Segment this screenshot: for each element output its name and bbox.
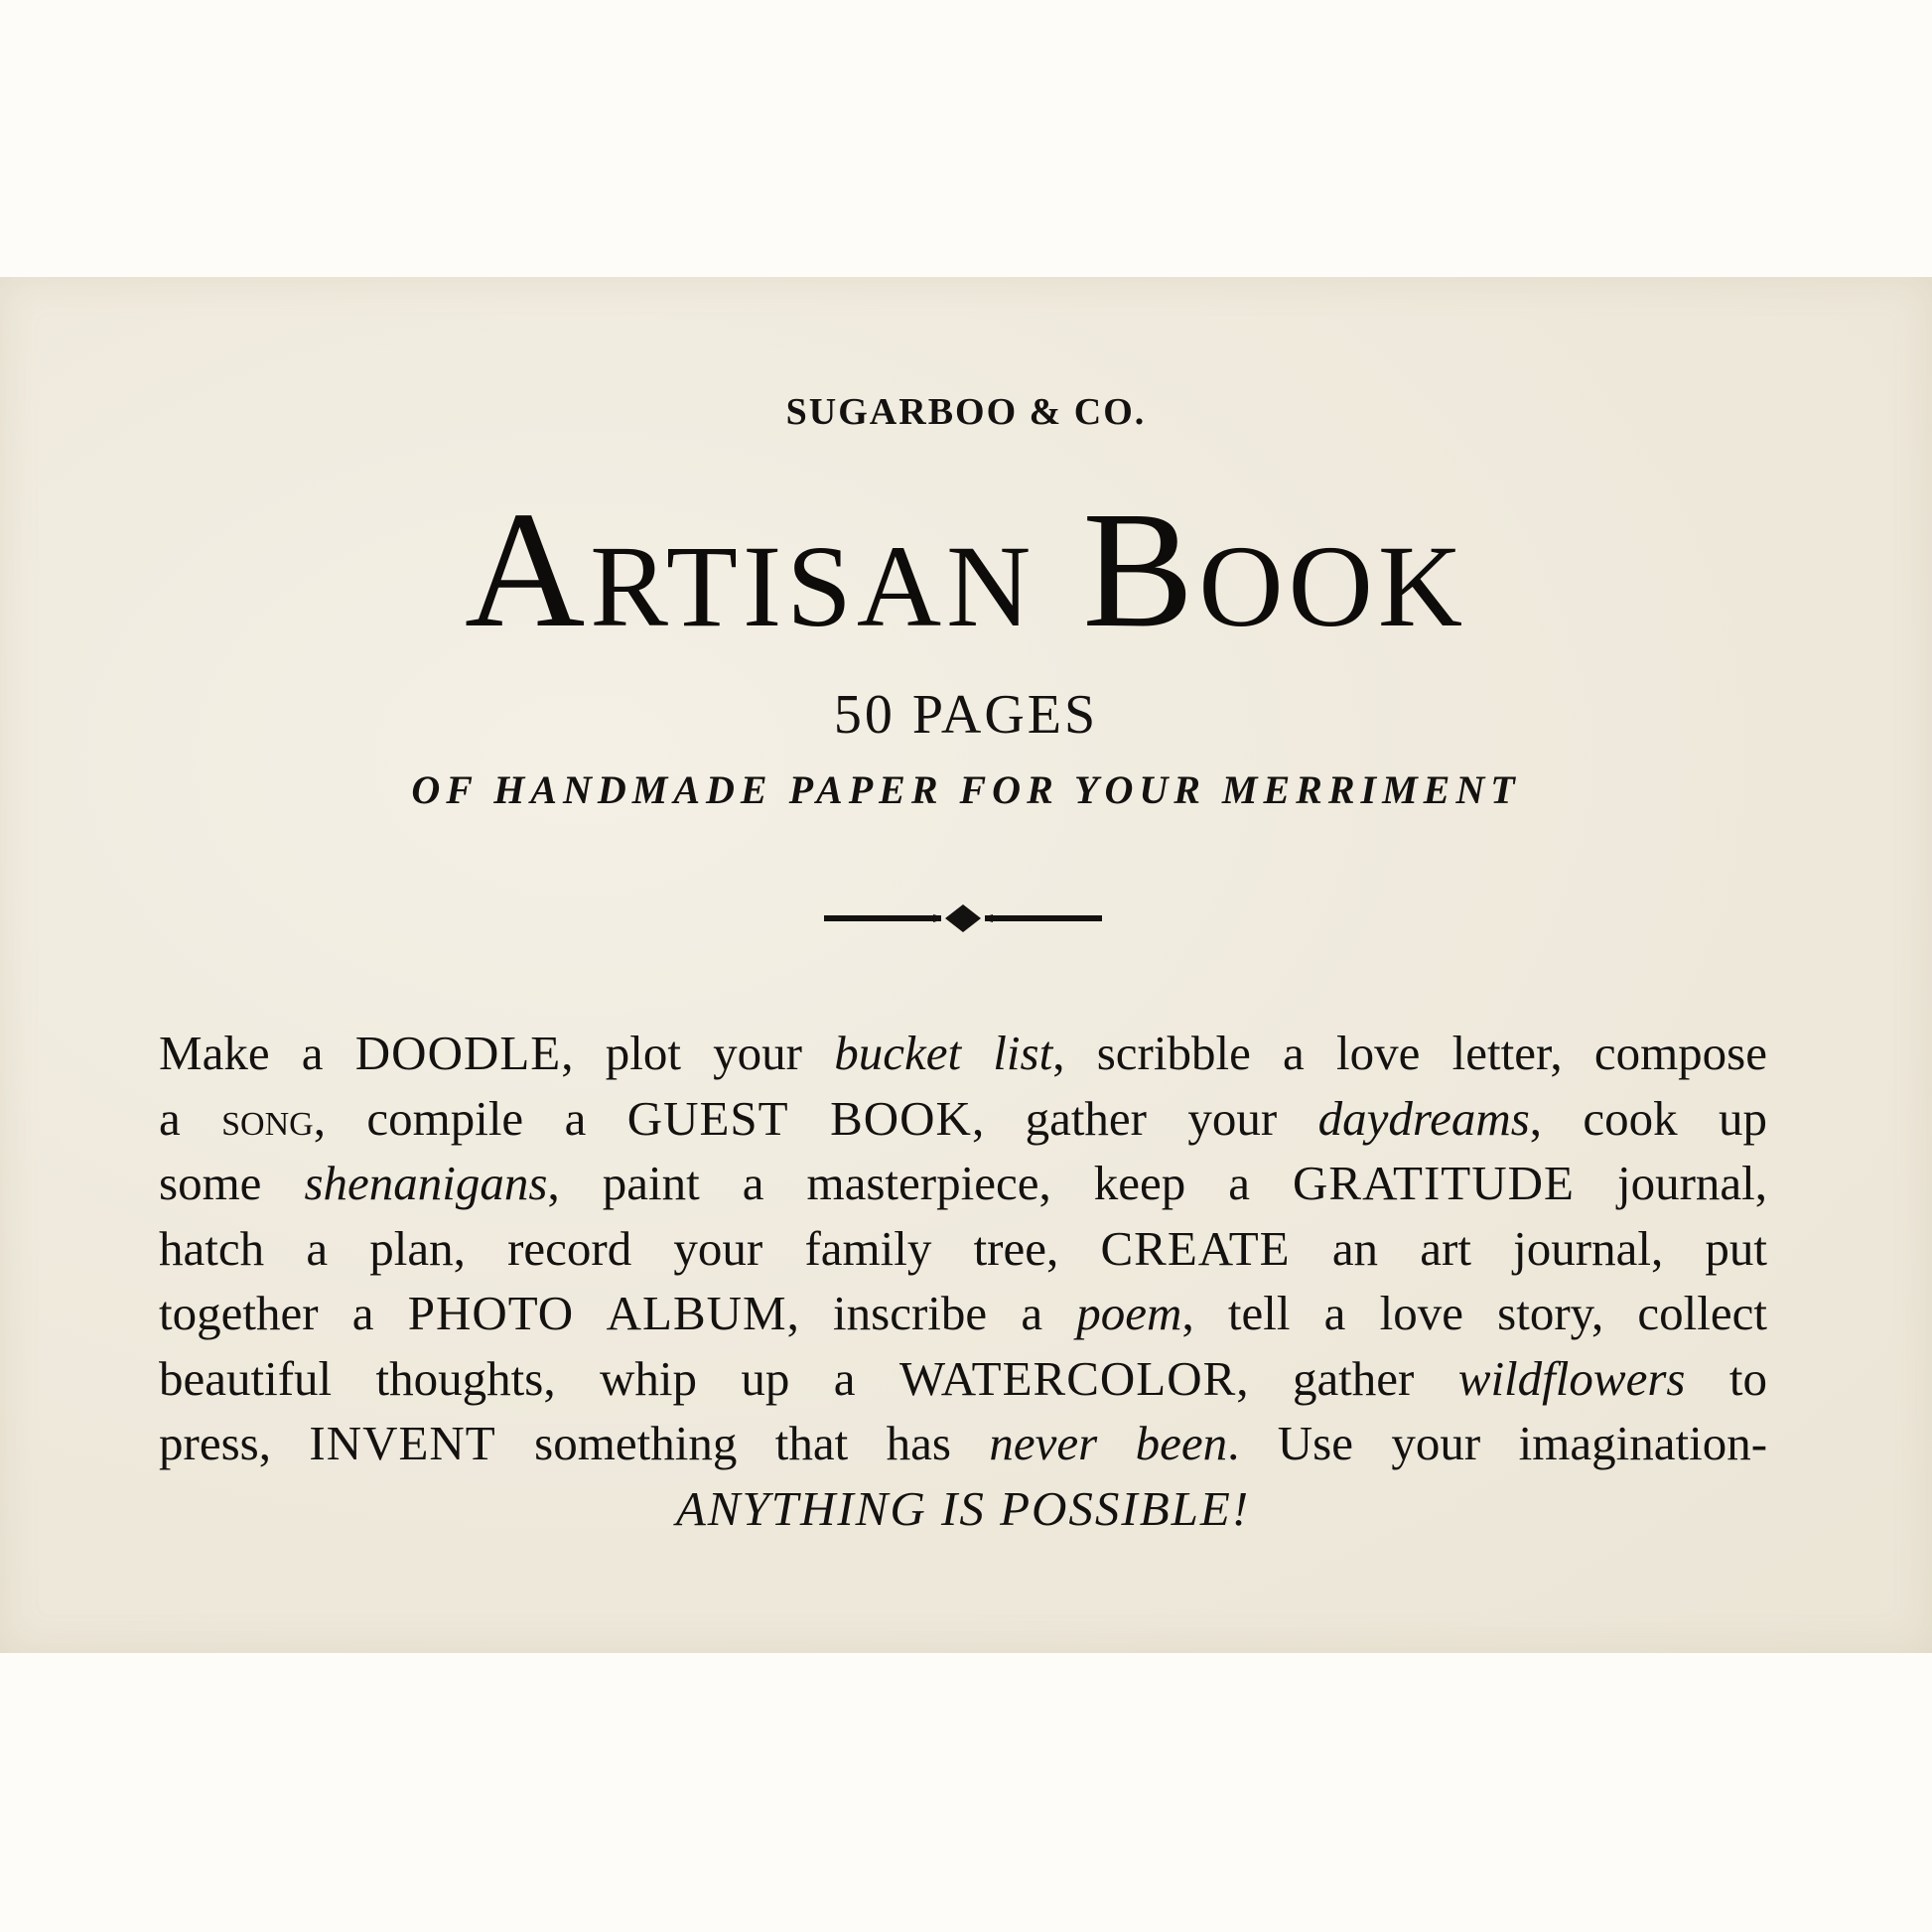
description-line: beautiful thoughts, whip up a WATERCOLOR, gather wildflowers to bbox=[159, 1350, 1767, 1406]
book-title: Artisan Book bbox=[464, 478, 1468, 662]
description-line: Make a DOODLE, plot your bucket list, scribble a love letter, compose bbox=[159, 1026, 1767, 1080]
description-paragraph bbox=[159, 1021, 1767, 1541]
diamond-rule-ornament-icon bbox=[824, 898, 1102, 938]
brand-name: SUGARBOO & CO. bbox=[785, 391, 1147, 433]
description-line: together a PHOTO ALBUM, inscribe a poem, tell a love story, collect bbox=[159, 1286, 1768, 1340]
description-line: press, INVENT something that has never been. Use your imagination- bbox=[159, 1416, 1768, 1470]
pages-count: 50 PAGES bbox=[833, 684, 1099, 746]
description-line: some shenanigans, paint a masterpiece, keep a GRATITUDE journal, bbox=[159, 1156, 1768, 1210]
description-line: a song, compile a GUEST BOOK, gather your daydreams, cook up bbox=[159, 1090, 1768, 1146]
description-line: hatch a plan, record your family tree, CREATE an art journal, put bbox=[159, 1220, 1768, 1276]
subtitle: OF HANDMADE PAPER FOR YOUR MERRIMENT bbox=[411, 767, 1521, 812]
description-closing-line: ANYTHING IS POSSIBLE! bbox=[675, 1480, 1251, 1536]
